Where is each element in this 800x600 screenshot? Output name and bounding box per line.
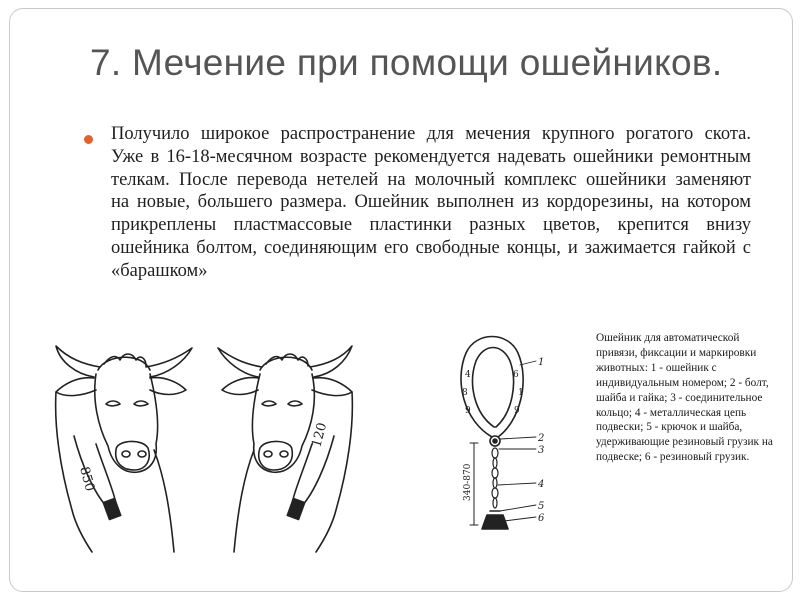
- bullet-paragraph: Получило широкое распространение для мечения крупного рогатого скота. Уже в 16-18-месячном возрасте рекомендуется надевать ошейники ремонтным телкам. После перевода нетелей на молочный комплекс ошейники заменяют на новые, большего размера. Ошейник выполнен из кордорезины, на котором прикреплены пластмассовые пластинки разных цветов, крепится внизу ошейника болтом, соединяющим его свободные концы, и зажимается гайкой с «барашком»: [111, 124, 751, 281]
- cows-with-collars-illustration: [46, 340, 376, 555]
- figure-caption: Ошейник для автоматической привязи, фиксации и маркировки животных: 1 - ошейник с индивидуальным номером; 2 - болт, шайба и гайка; 3 - соединительное кольцо; 4 - металлическая цепь подвески; 5 - крючок и шайба, удерживающие резиновый грузик на подвеске; 6 - резиновый грузик.: [596, 332, 773, 464]
- collar-plate-digit: 9: [465, 406, 471, 416]
- collar-plate-digit: 1: [518, 388, 524, 398]
- callout-number: 1: [538, 357, 545, 368]
- left-cow-collar-number: 850: [76, 465, 98, 494]
- callout-number: 2: [538, 433, 545, 444]
- collar-plate-digit: 8: [462, 388, 468, 398]
- bullet-icon: [84, 135, 93, 144]
- left-cow-drawing: [56, 346, 192, 552]
- callout-number: 4: [538, 479, 545, 490]
- right-cow-drawing: [218, 346, 352, 552]
- dimension-label: 340-870: [463, 463, 473, 501]
- slide-title: 7. Мечение при помощи ошейников.: [90, 42, 723, 83]
- collar-diagram: [440, 325, 560, 535]
- callout-number: 3: [538, 445, 545, 456]
- right-cow-collar-number: 120: [309, 421, 331, 450]
- collar-plate-digit: 6: [513, 370, 519, 380]
- collar-plate-digit: 4: [465, 370, 471, 380]
- collar-plate-digit: 9: [514, 406, 520, 416]
- callout-number: 5: [538, 501, 545, 512]
- callout-number: 6: [538, 513, 545, 524]
